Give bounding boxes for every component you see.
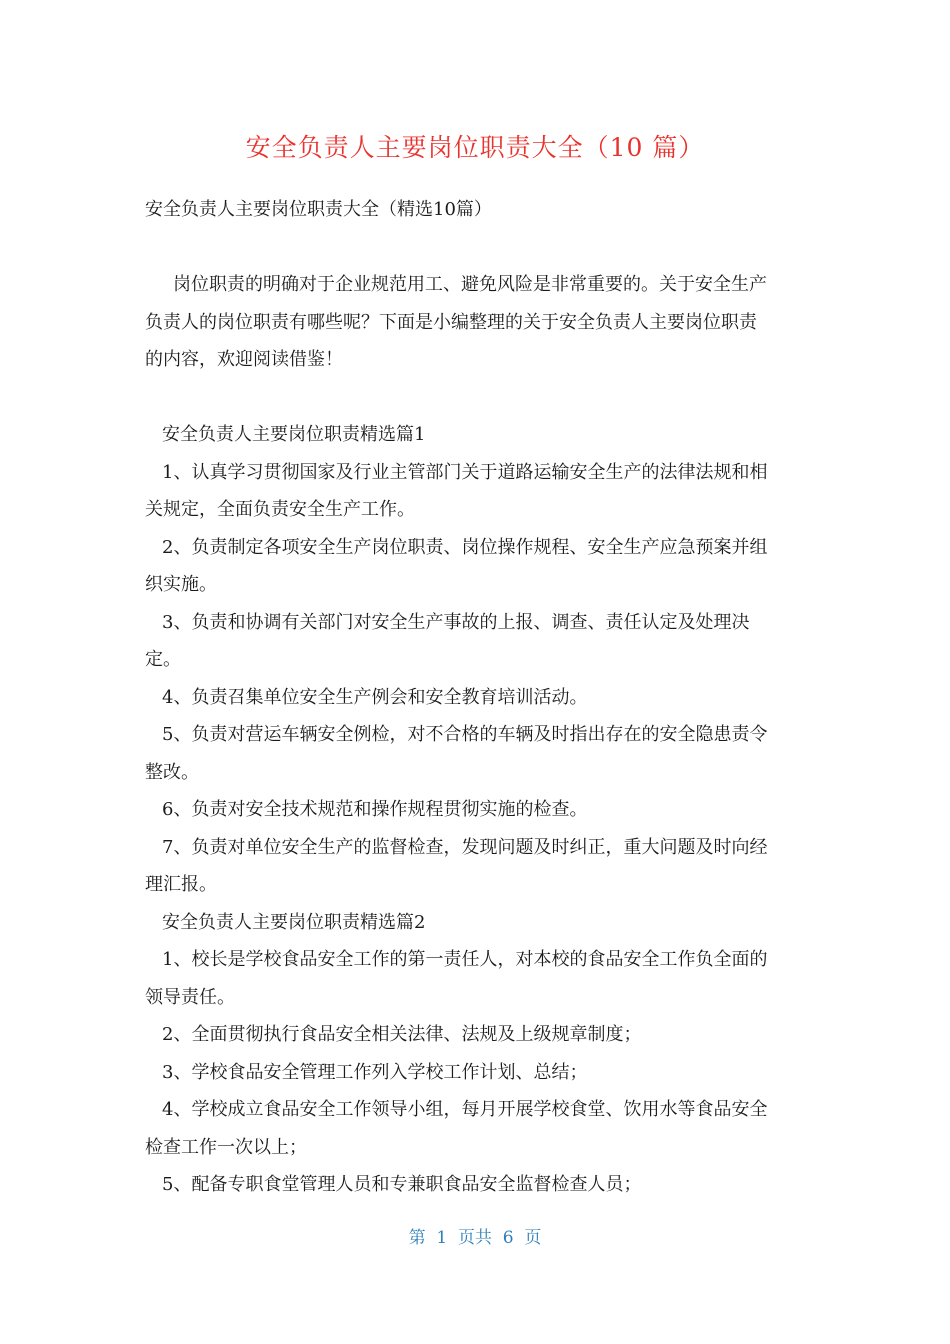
list-item-line: 4、学校成立食品安全工作领导小组，每月开展学校食堂、饮用水等食品安全 xyxy=(162,1099,768,1120)
list-item-line: 2、全面贯彻执行食品安全相关法律、法规及上级规章制度； xyxy=(162,1024,642,1045)
list-item-line: 1、认真学习贯彻国家及行业主管部门关于道路运输安全生产的法律法规和相 xyxy=(162,461,768,483)
document-subtitle: 安全负责人主要岗位职责大全（精选10篇） xyxy=(145,199,492,220)
list-item-line: 3、学校食品安全管理工作列入学校工作计划、总结； xyxy=(162,1061,588,1083)
list-item-line: 2、负责制定各项安全生产岗位职责、岗位操作规程、安全生产应急预案并组 xyxy=(162,536,768,558)
list-item-line: 3、负责和协调有关部门对安全生产事故的上报、调查、责任认定及处理决 xyxy=(162,611,750,633)
intro-line: 岗位职责的明确对于企业规范用工、避免风险是非常重要的。关于安全生产 xyxy=(173,274,767,295)
list-item-line: 关规定，全面负责安全生产工作。 xyxy=(145,499,415,520)
intro-line: 的内容，欢迎阅读借鉴！ xyxy=(145,349,343,370)
section-heading: 安全负责人主要岗位职责精选篇2 xyxy=(162,911,426,933)
list-item-line: 5、负责对营运车辆安全例检，对不合格的车辆及时指出存在的安全隐患责令 xyxy=(162,724,768,745)
list-item-line: 6、负责对安全技术规范和操作规程贯彻实施的检查。 xyxy=(162,799,588,820)
document-title: 安全负责人主要岗位职责大全（10 篇） xyxy=(245,133,705,162)
list-item-line: 理汇报。 xyxy=(145,874,217,895)
list-item-line: 领导责任。 xyxy=(145,986,235,1008)
list-item-line: 1、校长是学校食品安全工作的第一责任人，对本校的食品安全工作负全面的 xyxy=(162,949,768,970)
list-item-line: 5、配备专职食堂管理人员和专兼职食品安全监督检查人员； xyxy=(162,1174,642,1195)
list-item-line: 整改。 xyxy=(145,761,199,783)
list-item-line: 织实施。 xyxy=(145,574,217,595)
blank-line xyxy=(145,379,813,417)
blank-line xyxy=(145,229,813,267)
section-heading: 安全负责人主要岗位职责精选篇1 xyxy=(162,424,426,445)
document-body xyxy=(145,191,813,1204)
intro-line: 负责人的岗位职责有哪些呢？下面是小编整理的关于安全负责人主要岗位职责 xyxy=(145,311,757,333)
list-item-line: 检查工作一次以上； xyxy=(145,1136,307,1158)
list-item-line: 定。 xyxy=(145,649,181,670)
list-item-line: 4、负责召集单位安全生产例会和安全教育培训活动。 xyxy=(162,686,588,708)
page-number-footer: 第 1 页共 6 页 xyxy=(408,1228,542,1248)
list-item-line: 7、负责对单位安全生产的监督检查，发现问题及时纠正，重大问题及时向经 xyxy=(162,836,768,858)
